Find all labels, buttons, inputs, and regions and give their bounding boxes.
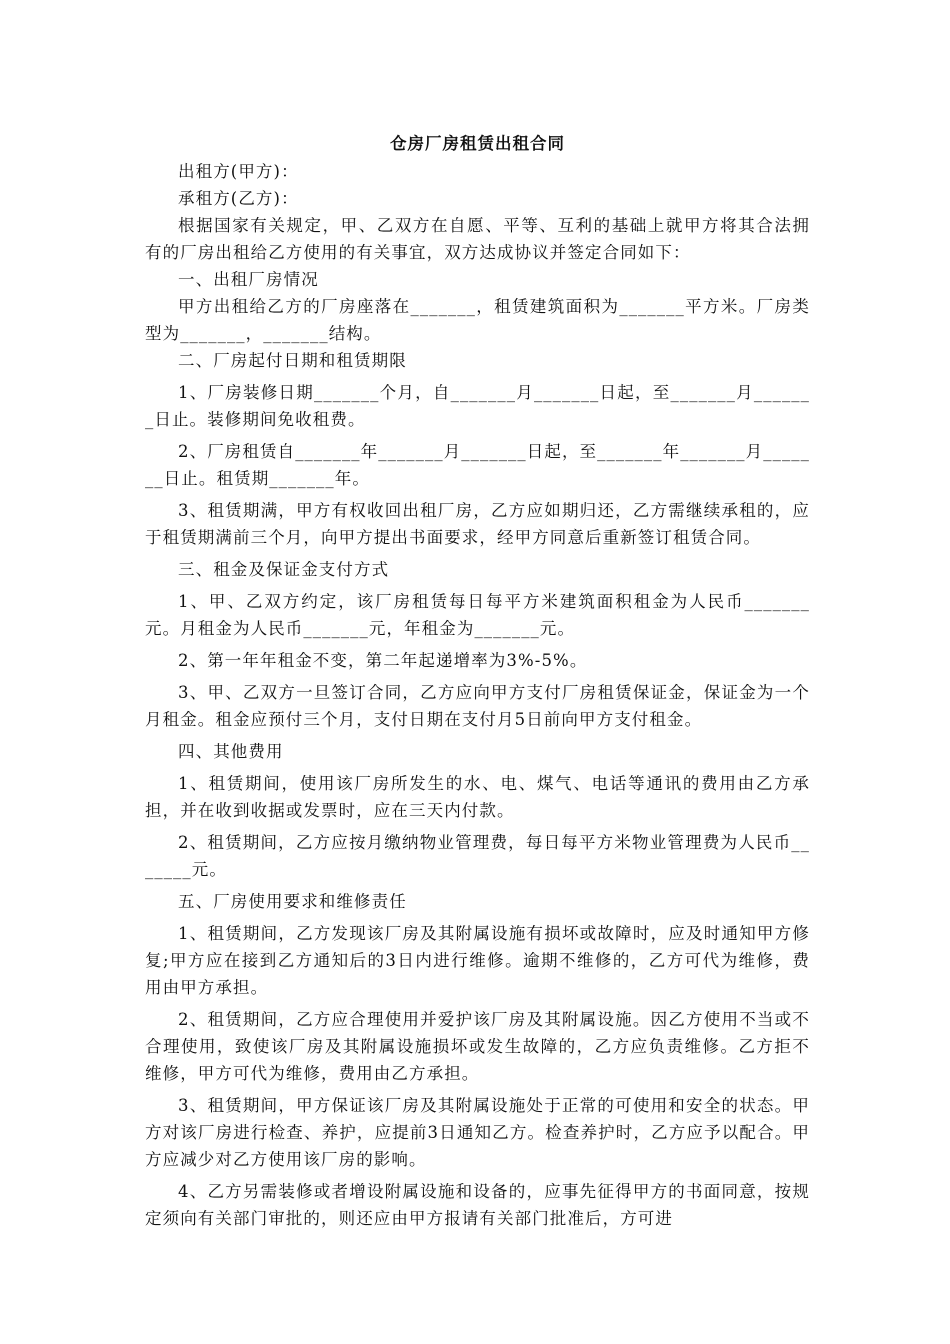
section-heading-1: 一、出租厂房情况 <box>178 270 319 289</box>
document-title: 仓房厂房租赁出租合同 <box>390 134 565 153</box>
contract-page <box>145 130 810 1232</box>
section-heading-5: 五、厂房使用要求和维修责任 <box>178 892 407 911</box>
section-heading-2: 二、厂房起付日期和租赁期限 <box>178 351 407 370</box>
clause-2-1: 1、厂房装修日期_______个月，自_______月_______日起，至_______月_______日止。装修期间免收租费。 <box>145 383 810 429</box>
section-heading-4: 四、其他费用 <box>178 742 284 761</box>
clause-3-2: 2、第一年年租金不变，第二年起递增率为3%-5%。 <box>178 651 588 670</box>
clause-5-1: 1、租赁期间，乙方发现该厂房及其附属设施有损坏或故障时，应及时通知甲方修复;甲方应在接到乙方通知后的3日内进行维修。逾期不维修的，乙方可代为维修，费用由甲方承担。 <box>145 924 810 997</box>
clause-1-body: 甲方出租给乙方的厂房座落在_______，租赁建筑面积为_______平方米。厂房类型为_______，_______结构。 <box>145 297 810 343</box>
clause-4-1: 1、租赁期间，使用该厂房所发生的水、电、煤气、电话等通讯的费用由乙方承担，并在收到收据或发票时，应在三天内付款。 <box>145 774 810 820</box>
section-heading-3: 三、租金及保证金支付方式 <box>178 560 390 579</box>
clause-3-3: 3、甲、乙双方一旦签订合同，乙方应向甲方支付厂房租赁保证金，保证金为一个月租金。租金应预付三个月，支付日期在支付月5日前向甲方支付租金。 <box>145 683 810 729</box>
clause-3-1: 1、甲、乙双方约定，该厂房租赁每日每平方米建筑面积租金为人民币_______元。月租金为人民币_______元，年租金为_______元。 <box>145 592 810 638</box>
lessee-line: 承租方(乙方)： <box>178 189 299 208</box>
clause-5-3: 3、租赁期间，甲方保证该厂房及其附属设施处于正常的可使用和安全的状态。甲方对该厂房进行检查、养护，应提前3日通知乙方。检查养护时，乙方应予以配合。甲方应减少对乙方使用该厂房的影响。 <box>145 1096 810 1169</box>
clause-5-4: 4、乙方另需装修或者增设附属设施和设备的，应事先征得甲方的书面同意，按规定须向有关部门审批的，则还应由甲方报请有关部门批准后，方可进 <box>145 1182 810 1228</box>
clause-2-2: 2、厂房租赁自_______年_______月_______日起，至_______年_______月_______日止。租赁期_______年。 <box>145 442 810 488</box>
clause-4-2: 2、租赁期间，乙方应按月缴纳物业管理费，每日每平方米物业管理费为人民币_______元。 <box>145 833 810 879</box>
clause-5-2: 2、租赁期间，乙方应合理使用并爱护该厂房及其附属设施。因乙方使用不当或不合理使用，致使该厂房及其附属设施损坏或发生故障的，乙方应负责维修。乙方拒不维修，甲方可代为维修，费用由乙方承担。 <box>145 1010 810 1083</box>
lessor-line: 出租方(甲方)： <box>178 162 299 181</box>
clause-2-3: 3、租赁期满，甲方有权收回出租厂房，乙方应如期归还，乙方需继续承租的，应于租赁期满前三个月，向甲方提出书面要求，经甲方同意后重新签订租赁合同。 <box>145 501 810 547</box>
preamble-paragraph: 根据国家有关规定，甲、乙双方在自愿、平等、互利的基础上就甲方将其合法拥有的厂房出租给乙方使用的有关事宜，双方达成协议并签定合同如下： <box>145 216 810 262</box>
